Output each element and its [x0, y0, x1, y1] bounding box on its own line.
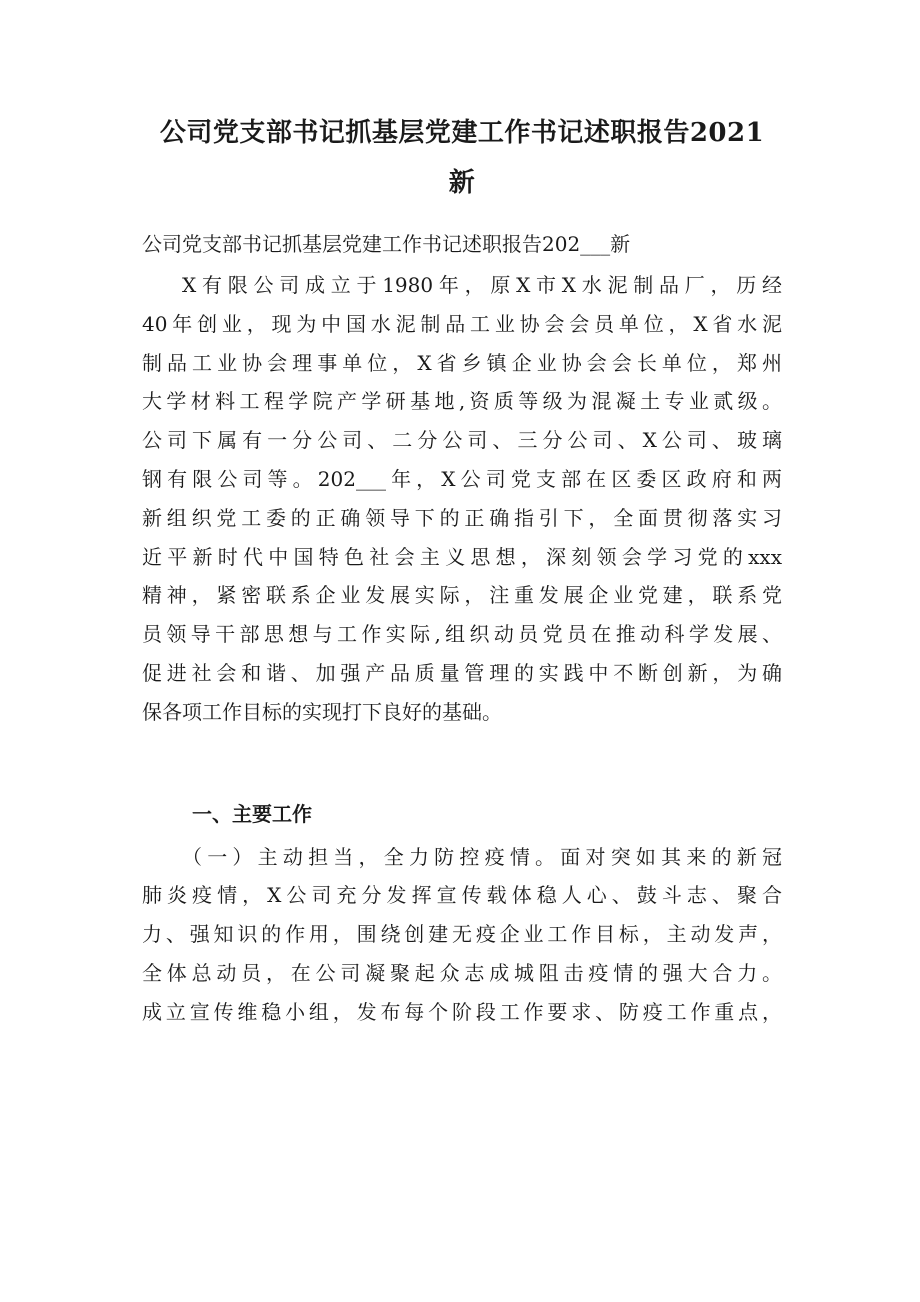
- section-heading: 一、主要工作: [192, 801, 312, 826]
- text-line: 成立宣传维稳小组，发布每个阶段工作要求、防疫工作重点，: [142, 999, 782, 1024]
- text-line: 钢有限公司等。202___年，X公司党支部在区委区政府和两: [142, 466, 782, 491]
- text-line: 制品工业协会理事单位，X省乡镇企业协会会长单位，郑州: [142, 350, 782, 375]
- text-line: 保各项工作目标的实现打下良好的基础。: [142, 699, 502, 724]
- text-line: 员领导干部思想与工作实际,组织动员党员在推动科学发展、: [142, 622, 782, 647]
- intro-paragraph: [142, 266, 782, 732]
- text-line: 大学材料工程学院产学研基地,资质等级为混凝土专业贰级。: [142, 389, 782, 414]
- text-line: 精神，紧密联系企业发展实际，注重发展企业党建，联系党: [142, 583, 782, 608]
- text-line: 力、强知识的作用，围绕创建无疫企业工作目标，主动发声，: [142, 922, 782, 947]
- text-line: 公司下属有一分公司、二分公司、三分公司、X公司、玻璃: [142, 428, 782, 453]
- text-line: 新组织党工委的正确领导下的正确指引下，全面贯彻落实习: [142, 505, 782, 530]
- text-line: X有限公司成立于1980年，原X市X水泥制品厂，历经: [182, 273, 782, 297]
- text-line: 近平新时代中国特色社会主义思想，深刻领会学习党的xxx: [142, 544, 782, 569]
- document-title: [142, 108, 782, 208]
- text-line: 全体总动员，在公司凝聚起众志成城阻击疫情的强大合力。: [142, 960, 782, 985]
- document-subtitle: 公司党支部书记抓基层党建工作书记述职报告202___新: [142, 232, 631, 256]
- work-paragraph: [142, 838, 782, 1032]
- text-line: 肺炎疫情，X公司充分发挥宣传载体稳人心、鼓斗志、聚合: [142, 883, 782, 908]
- text-line: 促进社会和谐、加强产品质量管理的实践中不断创新，为确: [142, 660, 782, 685]
- title-line-2: 新: [448, 168, 476, 198]
- text-line: 40年创业，现为中国水泥制品工业协会会员单位，X省水泥: [142, 311, 782, 336]
- text-line: （一）主动担当，全力防控疫情。面对突如其来的新冠: [182, 844, 782, 869]
- title-line-1: 公司党支部书记抓基层党建工作书记述职报告2021: [159, 118, 765, 148]
